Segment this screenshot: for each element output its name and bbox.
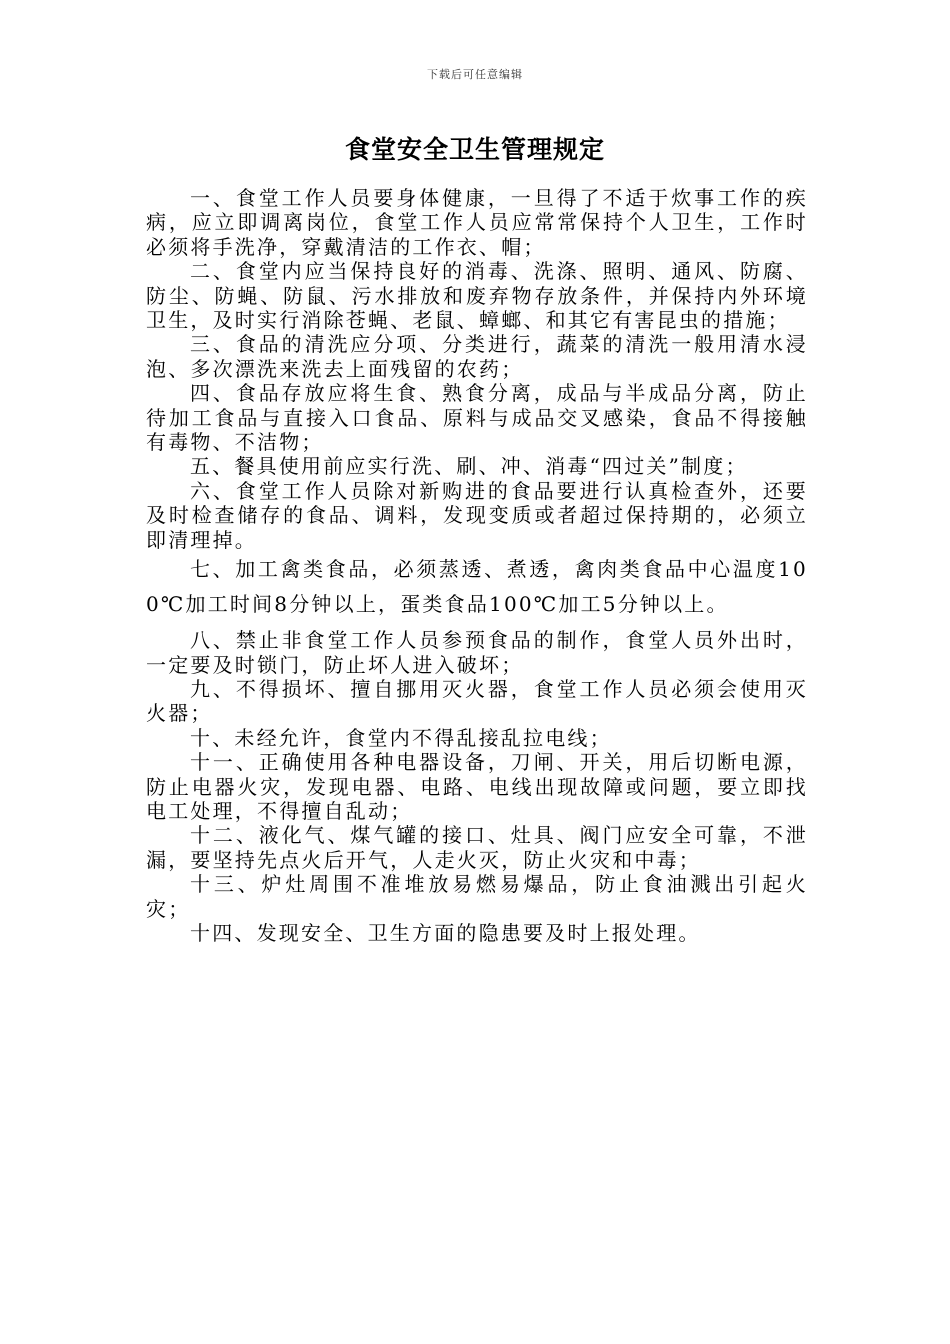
rule-paragraph-13: 十三、炉灶周围不准堆放易燃易爆品，防止食油溅出引起火灾；	[146, 872, 808, 921]
document-title: 食堂安全卫生管理规定	[344, 135, 605, 164]
rule-paragraph-5: 五、餐具使用前应实行洗、刷、冲、消毒“四过关”制度；	[190, 454, 748, 479]
rule-paragraph-8: 八、禁止非食堂工作人员参预食品的制作，食堂人员外出时，一定要及时锁门，防止坏人进入破坏；	[146, 628, 808, 677]
rule-paragraph-2: 二、食堂内应当保持良好的消毒、洗涤、照明、通风、防腐、防尘、防蝇、防鼠、污水排放和废弃物存放条件，并保持内外环境卫生，及时实行消除苍蝇、老鼠、蟑螂、和其它有害昆虫的措施；	[146, 259, 808, 333]
document-body	[146, 186, 808, 945]
rule-paragraph-4: 四、食品存放应将生食、熟食分离，成品与半成品分离，防止待加工食品与直接入口食品、原料与成品交叉感染，食品不得接触有毒物、不洁物；	[146, 381, 808, 455]
rule-paragraph-9: 九、不得损坏、擅自挪用灭火器，食堂工作人员必须会使用灭火器；	[146, 676, 808, 726]
rule-paragraph-11: 十一、正确使用各种电器设备，刀闸、开关，用后切断电源，防止电器火灾，发现电器、电路、电线出现故障或问题，要立即找电工处理，不得擅自乱动；	[146, 750, 808, 823]
page-header-note: 下载后可任意编辑	[427, 68, 523, 81]
rule-paragraph-3: 三、食品的清洗应分项、分类进行，蔬菜的清洗一般用清水浸泡、多次漂洗来洗去上面残留的农药；	[146, 332, 808, 381]
rule-paragraph-12: 十二、液化气、煤气罐的接口、灶具、阀门应安全可靠，不泄漏，要坚持先点火后开气，人走火灭，防止火灾和中毒；	[146, 823, 808, 872]
rule-paragraph-10: 十、未经允许，食堂内不得乱接乱拉电线；	[190, 725, 612, 750]
rule-paragraph-6: 六、食堂工作人员除对新购进的食品要进行认真检查外，还要及时检查储存的食品、调料，发现变质或者超过保持期的，必须立即清理掉。	[146, 478, 808, 552]
rule-paragraph-7: 七、加工禽类食品，必须蒸透、煮透，禽肉类食品中心温度100℃加工时间8分钟以上，蛋类食品100℃加工5分钟以上。	[146, 557, 808, 617]
rule-paragraph-1: 一、食堂工作人员要身体健康，一旦得了不适于炊事工作的疾病，应立即调离岗位，食堂工作人员应常常保持个人卫生，工作时必须将手洗净，穿戴清洁的工作衣、帽；	[146, 186, 808, 259]
rule-paragraph-14: 十四、发现安全、卫生方面的隐患要及时上报处理。	[190, 920, 701, 945]
